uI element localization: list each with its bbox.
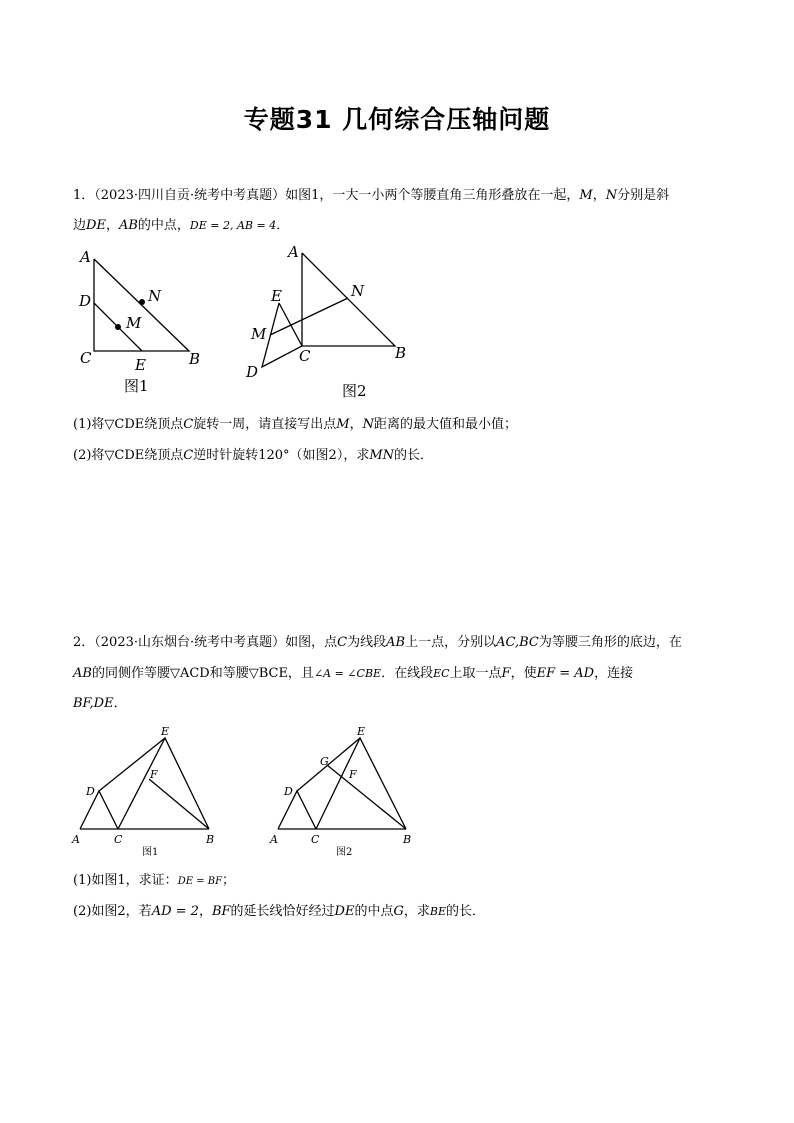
q1-fig1-large-triangle <box>94 259 189 351</box>
q2-fig1-triangle-bce <box>118 738 209 829</box>
q2-var-g: G <box>393 904 404 919</box>
q2-ef-ad: EF = AD <box>536 666 595 681</box>
q2-fig1-label-b: B <box>206 833 215 846</box>
q2-fig2-label-b: B <box>403 833 412 846</box>
q2-fig2-label-g: G <box>320 755 329 768</box>
q1-fig1-caption: 图1 <box>124 377 149 395</box>
q2-number: 2． <box>73 635 95 650</box>
q2-var-c: C <box>337 635 348 650</box>
q1-sub1 <box>73 417 517 433</box>
q1-period: ． <box>276 218 290 233</box>
q2-fig1-segment-bf <box>149 779 209 829</box>
q1-figure-2 <box>240 240 420 400</box>
q2-var-acbc: AC,BC <box>496 635 539 650</box>
q1-fig1-point-n <box>139 299 145 305</box>
q2-fig2-label-f: F <box>349 768 357 781</box>
q1-var-ab: AB <box>118 218 138 233</box>
q2-de-bf: DE = BF <box>177 876 223 887</box>
q2-sub2-text: 的中点 <box>354 904 394 919</box>
q2-fig1-label-a: A <box>72 833 80 846</box>
q1-fig2-label-m: M <box>251 325 267 343</box>
q1-fig2-label-n: N <box>351 282 365 300</box>
q2-var-ec: EC <box>433 667 450 680</box>
q2-fig2-label-e: E <box>357 725 366 738</box>
q1-sub1-text: 距离的最大值和最小值； <box>373 417 517 432</box>
q2-sub1-text: ； <box>222 873 236 888</box>
q2-fig1-label-f: F <box>150 768 158 781</box>
q2-text: 上取一点 <box>449 666 502 681</box>
q2-var-ab: AB <box>386 635 406 650</box>
q2-var-f: F <box>501 666 511 681</box>
q2-var-ab: AB <box>73 666 92 681</box>
q1-given: DE = 2, AB = 4 <box>189 219 277 232</box>
q2-text: ，使 <box>510 666 537 681</box>
q1-fig1-label-n: N <box>148 287 162 305</box>
q2-fig1-label-e: E <box>161 725 170 738</box>
page-title: 专题31 几何综合压轴问题 <box>243 105 551 134</box>
q1-fig1-label-c: C <box>80 349 92 367</box>
q1-text: 的中点， <box>137 218 190 233</box>
q1-figure-1 <box>74 246 214 396</box>
q2-sub2-text: 的延长线恰好经过 <box>230 904 335 919</box>
q2-text: 如图，点 <box>285 635 338 650</box>
q1-fig2-label-a: A <box>288 243 299 261</box>
q1-fig2-large-triangle <box>302 253 395 346</box>
q2-angle-eq: ∠A = ∠CBE <box>313 667 382 680</box>
q1-fig1-label-e: E <box>135 356 146 374</box>
q2-source: （2023·山东烟台·统考中考真题） <box>94 635 286 650</box>
q1-var-mn: MN <box>369 448 395 463</box>
q2-fig2-label-a: A <box>270 833 278 846</box>
q1-number: 1． <box>73 188 95 203</box>
q2-fig2-label-c: C <box>311 833 320 846</box>
q2-fig1-label-c: C <box>114 833 123 846</box>
q1-sub2-text: (2)将▽CDE绕顶点 <box>73 448 184 463</box>
q2-var-de: DE <box>334 904 355 919</box>
q2-text: ，连接 <box>594 666 634 681</box>
q2-fig1-caption: 图1 <box>142 847 159 858</box>
q1-fig1-label-d: D <box>79 292 92 310</box>
q2-comma: ， <box>198 904 212 919</box>
q2-sub1 <box>73 873 235 890</box>
q1-sub1-text: (1)将▽CDE绕顶点 <box>73 417 184 432</box>
q2-text: 为等腰三角形的底边，在 <box>538 635 682 650</box>
q1-line2 <box>73 218 289 234</box>
q2-sub1-text: (1)如图1，求证： <box>73 873 178 888</box>
q2-var-be: BE <box>429 905 447 918</box>
q2-fig2-caption: 图2 <box>336 847 353 858</box>
q1-var-de: DE <box>86 218 106 233</box>
q2-line3 <box>73 696 127 712</box>
q2-figure-1 <box>66 722 236 862</box>
q1-var-c: C <box>183 448 194 463</box>
q1-text: 边 <box>73 218 87 233</box>
q1-var-n: N <box>605 188 618 203</box>
q1-line1 <box>73 188 669 204</box>
q1-fig2-label-e: E <box>271 287 282 305</box>
q2-fig2-triangle-bce <box>316 738 406 829</box>
q2-fig1-label-d: D <box>86 785 95 798</box>
q1-var-n: N <box>362 417 374 432</box>
q2-sub2-text: 的长． <box>446 904 486 919</box>
q1-fig2-label-c: C <box>299 347 311 365</box>
q1-sub2-text: 的长． <box>394 448 434 463</box>
q1-var-m: M <box>579 188 593 203</box>
q2-sub2 <box>73 904 485 920</box>
q1-sub1-text: 旋转一周，请直接写出点 <box>193 417 337 432</box>
q2-line2 <box>73 666 633 682</box>
q1-fig1-label-a: A <box>80 248 91 266</box>
q2-period: ． <box>113 696 127 711</box>
q2-fig2-segment-gb <box>327 765 406 829</box>
q1-text: 如图1，一大一小两个等腰直角三角形叠放在一起， <box>285 188 580 203</box>
q2-fig2-label-d: D <box>284 785 293 798</box>
q2-sub2-text: (2)如图2，若 <box>73 904 152 919</box>
q1-sep: ， <box>349 417 363 432</box>
q2-figure-2 <box>264 722 434 862</box>
q1-fig2-label-b: B <box>395 344 407 362</box>
q1-sub2 <box>73 448 433 464</box>
q2-ad-2: AD = 2 <box>151 904 199 919</box>
q2-line1 <box>73 635 682 651</box>
q1-var-c: C <box>183 417 194 432</box>
q1-fig1-label-b: B <box>189 350 201 368</box>
q2-var-bfde: BF,DE <box>73 696 114 711</box>
q1-fig2-caption: 图2 <box>342 382 367 400</box>
q1-sub2-text: 逆时针旋转120°（如图2），求 <box>193 448 370 463</box>
q1-fig2-label-d: D <box>246 363 259 381</box>
q1-source: （2023·四川自贡·统考中考真题） <box>94 188 286 203</box>
q2-sub2-text: ，求 <box>403 904 430 919</box>
q1-var-m: M <box>336 417 350 432</box>
q2-var-bf: BF <box>211 904 231 919</box>
q1-fig1-point-m <box>115 324 121 330</box>
q2-text: 上一点，分别以 <box>405 635 497 650</box>
q1-fig1-label-m: M <box>126 314 142 332</box>
q2-text: 为线段 <box>347 635 387 650</box>
q1-sep: ， <box>105 218 119 233</box>
q2-text: ．在线段 <box>381 666 434 681</box>
q1-sep: ， <box>592 188 606 203</box>
q2-text: 的同侧作等腰▽ACD和等腰▽BCE，且 <box>91 666 314 681</box>
q1-text: 分别是斜 <box>617 188 670 203</box>
q2-fig1-segment-de <box>99 738 165 791</box>
q1-fig2-small-triangle <box>262 303 302 367</box>
